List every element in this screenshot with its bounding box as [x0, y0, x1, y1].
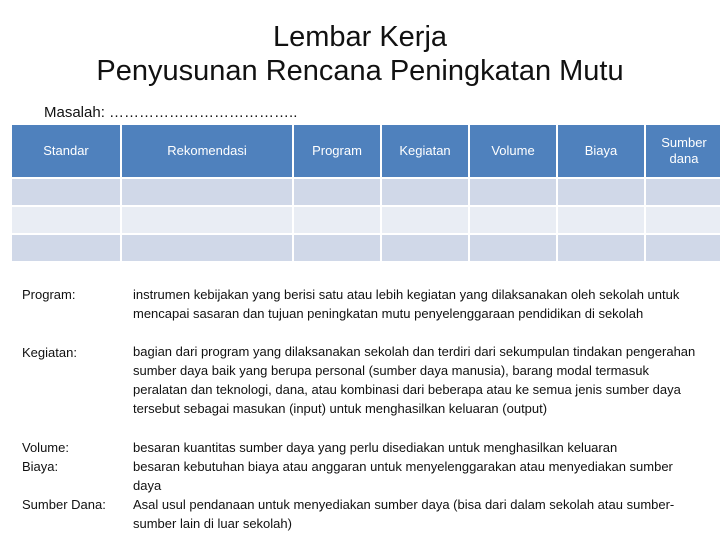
header-program: Program	[294, 125, 380, 177]
title-line-2: Penyusunan Rencana Peningkatan Mutu	[96, 55, 624, 87]
definition-sumber-dana: Asal usul pendanaan untuk menyediakan sumber daya (bisa dari dalam sekolah atau sumber-sumber lain di luar sekolah)	[133, 497, 675, 531]
header-rekomendasi: Rekomendasi	[122, 125, 292, 177]
header-sumber-dana: Sumber dana	[646, 125, 720, 177]
definition-volume: besaran kuantitas sumber daya yang perlu disediakan untuk menghasilkan keluaran	[133, 440, 618, 455]
definition-biaya: besaran kebutuhan biaya atau anggaran untuk menyelenggarakan atau menyediakan sumber daya	[133, 459, 673, 493]
definition-kegiatan: bagian dari program yang dilaksanakan sekolah dan terdiri dari sekumpulan tindakan pengerahan sumber daya baik yang berupa personal (sumber daya manusia), barang modal termasuk peralatan dan teknologi, dana, atau kombinasi dari beberapa atau ke semua jenis sumber daya tersebut sebagai masukan (input) untuk menghasilkan keluaran (output)	[133, 344, 696, 416]
term-volume: Volume:	[22, 440, 69, 455]
term-kegiatan: Kegiatan:	[22, 345, 77, 360]
problem-label: Masalah: ………………………………..	[44, 104, 298, 121]
term-program: Program:	[22, 287, 76, 302]
title-line-1: Lembar Kerja	[272, 21, 448, 53]
term-sumber-dana: Sumber Dana:	[22, 497, 106, 512]
header-standar: Standar	[12, 125, 120, 177]
header-kegiatan: Kegiatan	[382, 125, 468, 177]
header-volume: Volume	[470, 125, 556, 177]
header-biaya: Biaya	[558, 125, 644, 177]
definition-program: instrumen kebijakan yang berisi satu atau lebih kegiatan yang dilaksanakan oleh sekolah untuk mencapai sasaran dan tujuan peningkatan mutu penyelenggaraan pendidikan di sekolah	[133, 287, 680, 321]
term-biaya: Biaya:	[22, 459, 59, 474]
